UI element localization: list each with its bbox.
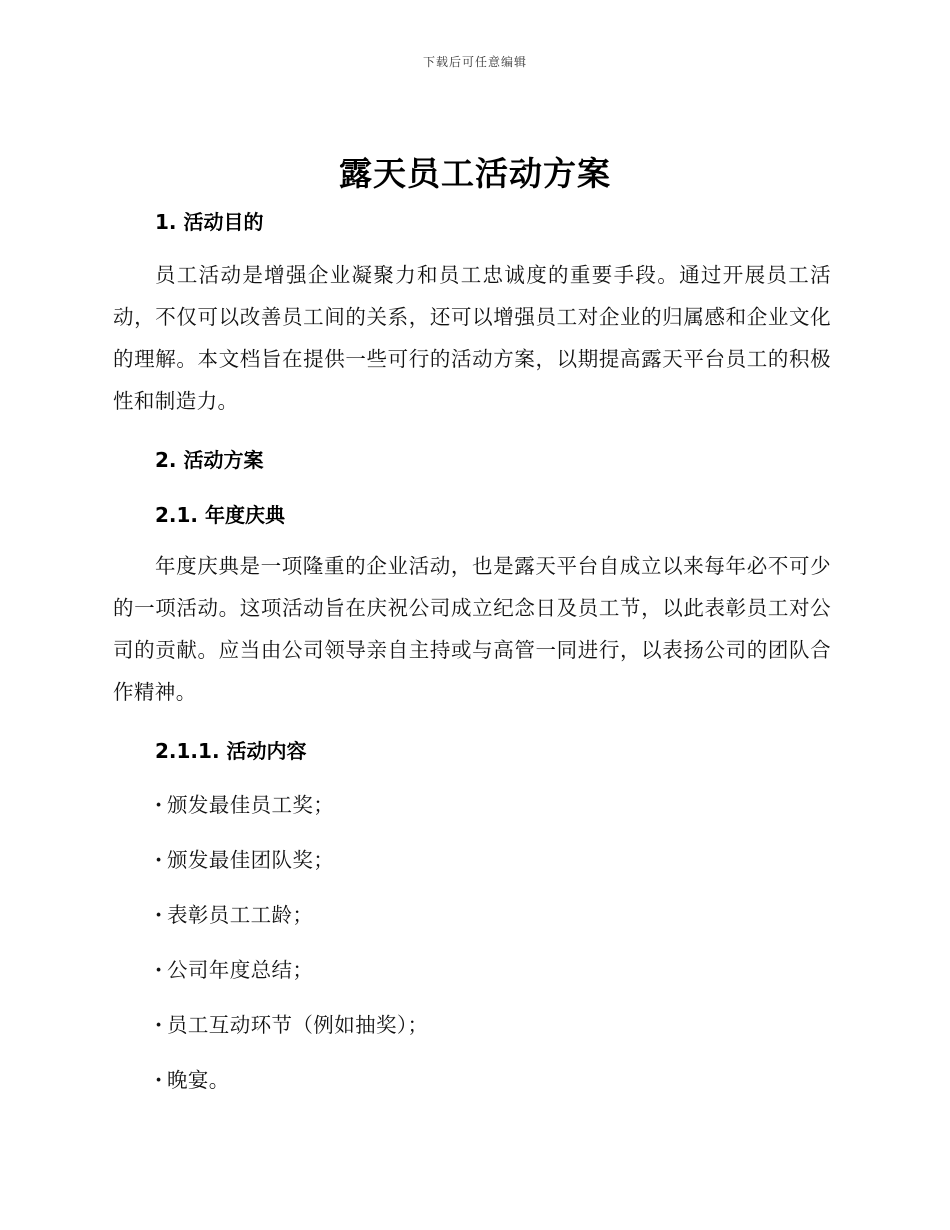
list-item-text: 晚宴。 <box>167 1068 230 1092</box>
bullet-icon: · <box>155 793 163 817</box>
bullet-icon: · <box>155 848 163 872</box>
list-item <box>155 843 334 873</box>
section-2-1-heading: 2.1. 年度庆典 <box>155 503 285 527</box>
section-2-heading: 2. 活动方案 <box>155 448 264 472</box>
section-1-paragraph: 员工活动是增强企业凝聚力和员工忠诚度的重要手段。通过开展员工活动，不仅可以改善员工间的关系，还可以增强员工对企业的归属感和企业文化的理解。本文档旨在提供一些可行的活动方案，以期提高露天平台员工的积极性和制造力。 <box>113 263 831 413</box>
list-item-text: 颁发最佳团队奖； <box>167 848 335 872</box>
header-note: 下载后可任意编辑 <box>422 55 527 69</box>
list-item <box>155 1008 428 1038</box>
bullet-icon: · <box>155 903 163 927</box>
list-item <box>155 953 313 983</box>
list-item <box>155 898 313 928</box>
section-2-1-1-heading: 2.1.1. 活动内容 <box>155 739 307 763</box>
list-item <box>155 788 334 818</box>
section-1-heading: 1. 活动目的 <box>155 210 264 234</box>
list-item <box>155 1063 230 1093</box>
list-item-text: 员工互动环节（例如抽奖）； <box>167 1013 429 1037</box>
section-2-1-paragraph: 年度庆典是一项隆重的企业活动，也是露天平台自成立以来每年必不可少的一项活动。这项活动旨在庆祝公司成立纪念日及员工节，以此表彰员工对公司的贡献。应当由公司领导亲自主持或与高管一同进行，以表扬公司的团队合作精神。 <box>113 554 831 704</box>
bullet-icon: · <box>155 1013 163 1037</box>
list-item-text: 公司年度总结； <box>167 958 314 982</box>
list-item-text: 颁发最佳员工奖； <box>167 793 335 817</box>
document-title: 露天员工活动方案 <box>339 154 611 193</box>
bullet-icon: · <box>155 958 163 982</box>
bullet-icon: · <box>155 1068 163 1092</box>
list-item-text: 表彰员工工龄； <box>167 903 314 927</box>
